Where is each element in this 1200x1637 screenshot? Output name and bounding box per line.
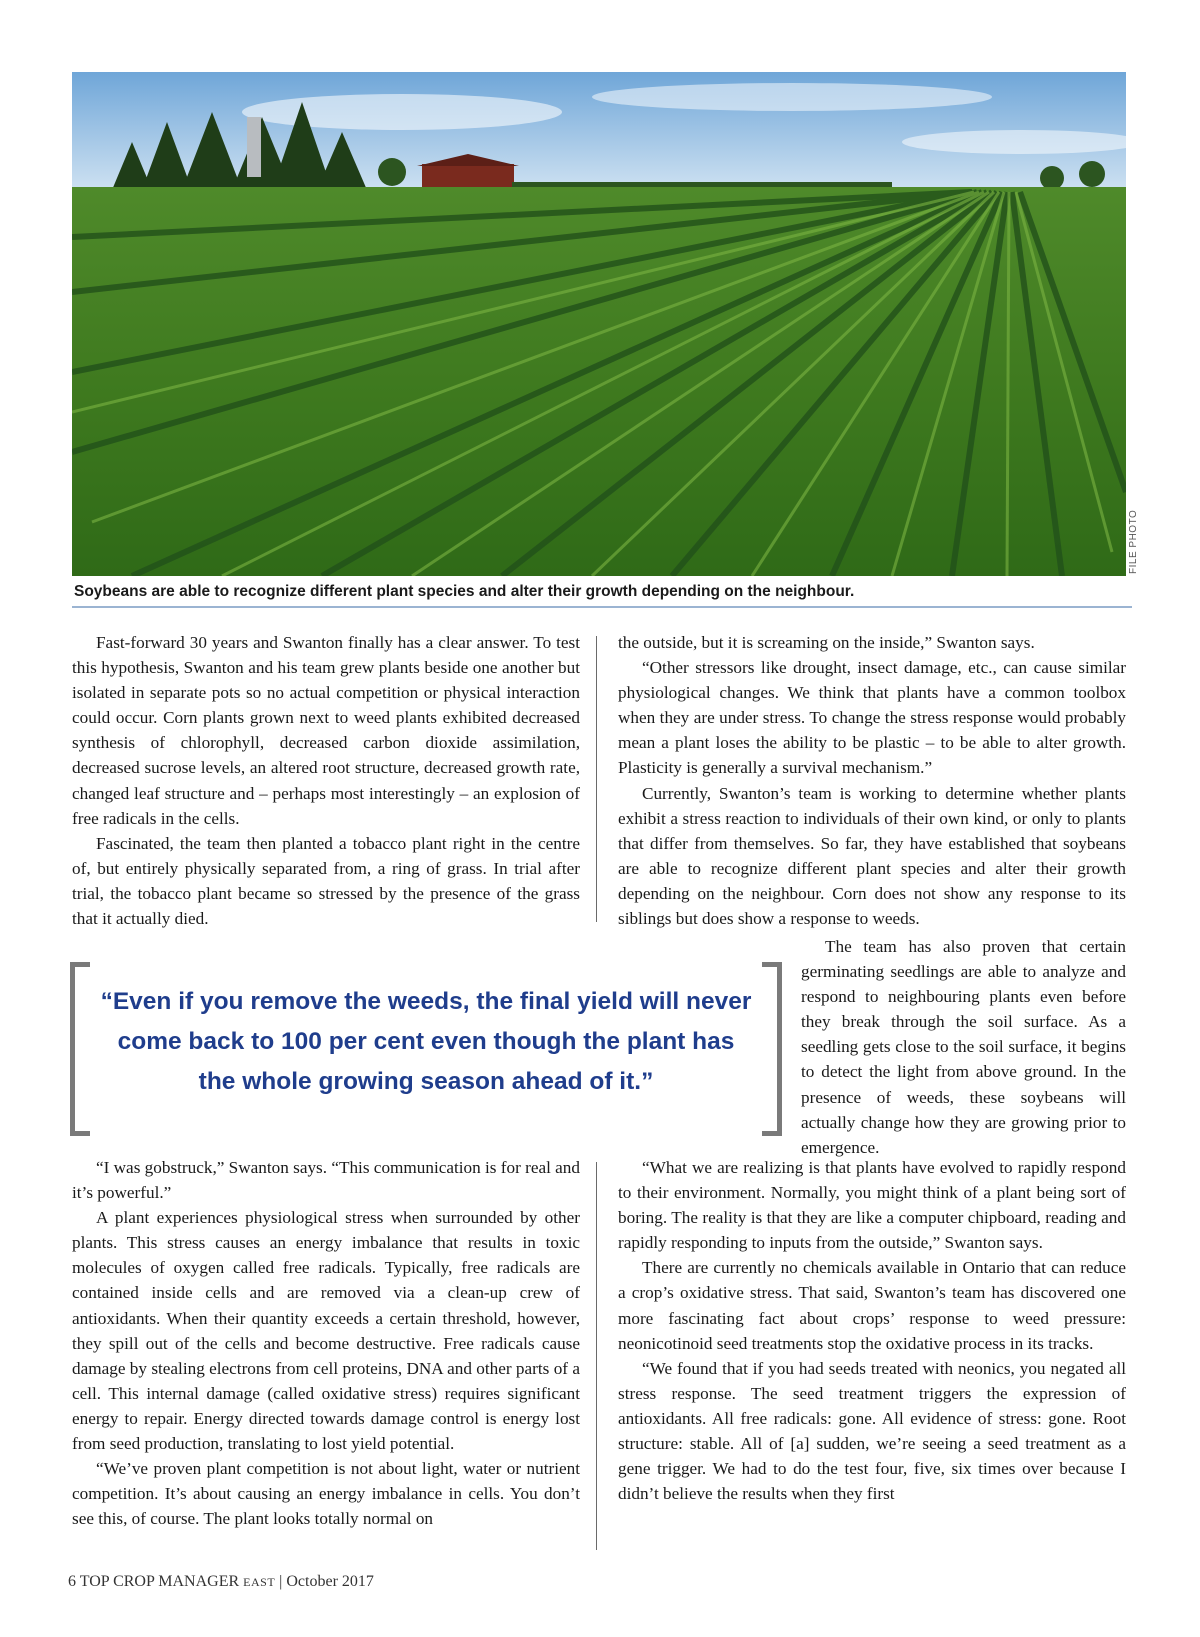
edition-label: EAST (243, 1575, 276, 1589)
pull-quote (70, 962, 782, 1136)
column-top-left (72, 630, 580, 931)
right-bracket (762, 962, 782, 1136)
paragraph: “We’ve proven plant competition is not about light, water or nutrient competition. It’s about causing an energy imbalance in cells. You don’t see this, of course. The plant looks totally normal on (72, 1459, 580, 1529)
left-bracket (70, 962, 90, 1136)
photo-caption: Soybeans are able to recognize different plant species and alter their growth depending on the neighbour. (74, 583, 855, 600)
float-paragraph (801, 934, 1126, 1160)
paragraph: A plant experiences physiological stress when surrounded by other plants. This stress causes an energy imbalance that results in toxic molecules of oxygen called free radicals. Typically, free radicals are contained inside cells and are removed via a clean-up crew of antioxidants. When their quantity exceeds a certain threshold, however, they spill out of the cells and become destructive. Free radicals cause damage by stealing electrons from cell proteins, DNA and other parts of a cell. This internal damage (called oxidative stress) requires significant energy to repair. Energy directed towards damage control is energy lost from seed production, translating to lost yield potential. (72, 1208, 580, 1454)
paragraph: Currently, Swanton’s team is working to determine whether plants exhibit a stress reaction to individuals of their own kind, or only to plants that differ from themselves. So far, they have established that soybeans are able to recognize different plant species and alter their growth depending on the neighbour. Corn does not show any response to its siblings but does show a response to weeds. (618, 783, 1126, 929)
footer-separator: | (279, 1573, 283, 1590)
photo-credit: FILE PHOTO (1128, 509, 1139, 574)
issue-date: October 2017 (286, 1573, 374, 1590)
soybean-field-photo (72, 72, 1126, 576)
paragraph: “What we are realizing is that plants have evolved to rapidly respond to their environment. Normally, you might think of a plant being sort of boring. The reality is that they are like a computer chipboard, reading and rapidly responding to inputs from the outside,” Swanton says. (618, 1158, 1126, 1253)
magazine-name: TOP CROP MANAGER (79, 1573, 240, 1590)
column-divider (596, 1162, 597, 1550)
pull-quote-text: “Even if you remove the weeds, the final yield will never come back to 100 per cent even though the plant has the whole growing season ahead of it.” (100, 988, 752, 1095)
column-bottom-right (618, 1155, 1126, 1506)
paragraph: The team has also proven that certain germinating seedlings are able to analyze and respond to neighbouring plants even before they break through the soil surface. As a seedling gets close to the soil surface, it begins to detect the light from above ground. In the presence of weeds, these soybeans will actually change how they are growing prior to emergence. (801, 937, 1126, 1157)
paragraph: Fascinated, the team then planted a tobacco plant right in the centre of, but entirely physically separated from, a ring of grass. In trial after trial, the tobacco plant became so stressed by the presence of the grass that it actually died. (72, 833, 580, 929)
paragraph: “Other stressors like drought, insect damage, etc., can cause similar physiological changes. We think that plants have a common toolbox when they are under stress. To change the stress response would probably mean a plant loses the ability to be plastic – to be able to alter growth. Plasticity is generally a survival mechanism.” (618, 658, 1126, 778)
page-number: 6 (68, 1573, 76, 1590)
column-divider (596, 636, 597, 922)
field-illustration (72, 72, 1126, 576)
page-footer (68, 1573, 374, 1591)
paragraph: the outside, but it is screaming on the inside,” Swanton says. (618, 633, 1035, 652)
column-top-right (618, 630, 1126, 931)
paragraph: There are currently no chemicals available in Ontario that can reduce a crop’s oxidative stress. That said, Swanton’s team has discovered one more fascinating fact about crops’ response to weed pressure: neonicotinoid seed treatments stop the oxidative process in its tracks. (618, 1258, 1126, 1353)
paragraph: Fast-forward 30 years and Swanton finally has a clear answer. To test this hypothesis, Swanton and his team grew plants beside one another but isolated in separate pots so no actual competition or physical interaction could occur. Corn plants grown next to weed plants exhibited decreased synthesis of chlorophyll, decreased carbon dioxide assimilation, decreased sucrose levels, an altered root structure, decreased growth rate, changed leaf structure and – perhaps most interestingly – an explosion of free radicals in the cells. (72, 633, 580, 828)
paragraph: “We found that if you had seeds treated with neonics, you negated all stress response. The seed treatment triggers the expression of antioxidants. All free radicals: gone. All evidence of stress: gone. Root structure: stable. All of [a] sudden, we’re seeing a seed treatment as a gene trigger. We had to do the test four, five, six times over because I didn’t believe the results when they first (618, 1358, 1126, 1504)
paragraph: “I was gobstruck,” Swanton says. “This communication is for real and it’s powerful.” (72, 1158, 580, 1203)
caption-rule (72, 606, 1132, 608)
column-bottom-left (72, 1155, 580, 1531)
